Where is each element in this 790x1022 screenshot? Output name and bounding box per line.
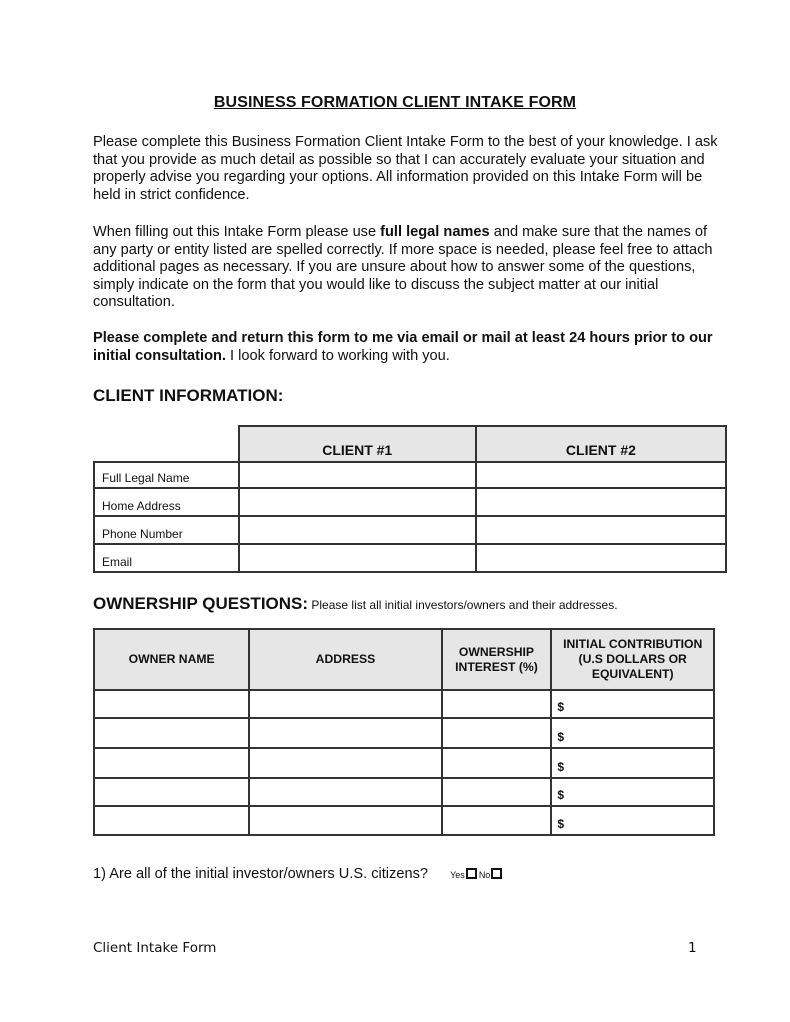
question-1: [93, 866, 504, 882]
table-row: [94, 516, 726, 544]
return-notice-bold: Please complete and return this form to me via email or mail at least 24 hours prior to our initial consultation.: [93, 330, 713, 364]
return-notice-text: I look forward to working with you.: [225, 347, 450, 364]
client-2-full-legal-name-field[interactable]: [476, 462, 726, 488]
no-label: No: [478, 870, 491, 880]
ownership-interest-field[interactable]: [442, 748, 552, 778]
column-header-client-1: CLIENT #1: [239, 426, 476, 462]
initial-contribution-field[interactable]: $: [551, 778, 714, 806]
contribution-line-3: EQUIVALENT): [591, 667, 674, 681]
client-1-full-legal-name-field[interactable]: [239, 462, 476, 488]
instructions-text-1: When filling out this Intake Form please use: [93, 224, 381, 240]
client-1-email-field[interactable]: [239, 544, 476, 572]
row-label-full-legal-name: Full Legal Name: [94, 462, 239, 488]
ownership-interest-field[interactable]: [442, 718, 552, 748]
instructions-text-2: and make sure that the names of any party or entity listed are spelled correctly. If more space is needed, please feel free to attach additional pages as necessary. If you are unsure about how to answer some of the questions, simply indicate on the form that you would like to discuss the subject matter at our initial consultation.: [93, 224, 713, 311]
table-row: [94, 718, 714, 748]
owner-name-field[interactable]: [94, 748, 249, 778]
yes-checkbox[interactable]: [466, 868, 477, 879]
address-field[interactable]: [249, 748, 441, 778]
instructions-paragraph: [93, 224, 733, 312]
table-row: [94, 806, 714, 835]
no-checkbox[interactable]: [491, 868, 502, 879]
table-corner: [94, 426, 239, 462]
client-2-email-field[interactable]: [476, 544, 726, 572]
interest-line-1: OWNERSHIP: [458, 644, 535, 659]
ownership-subheading: Please list all initial investors/owners and their addresses.: [308, 598, 618, 612]
initial-contribution-field[interactable]: $: [551, 748, 714, 778]
ownership-questions-heading: [93, 594, 618, 614]
address-field[interactable]: [249, 718, 441, 748]
row-label-email: Email: [94, 544, 239, 572]
row-label-home-address: Home Address: [94, 488, 239, 516]
initial-contribution-field[interactable]: $: [551, 690, 714, 718]
table-row: [94, 778, 714, 806]
address-field[interactable]: [249, 778, 441, 806]
ownership-interest-field[interactable]: [442, 690, 552, 718]
address-field[interactable]: [249, 806, 441, 835]
client-information-heading: CLIENT INFORMATION:: [93, 386, 284, 405]
contribution-line-2: (U.S DOLLARS OR: [578, 652, 687, 666]
column-header-owner-name: OWNER NAME: [94, 629, 249, 690]
owner-name-field[interactable]: [94, 718, 249, 748]
client-2-home-address-field[interactable]: [476, 488, 726, 516]
client-1-home-address-field[interactable]: [239, 488, 476, 516]
column-header-initial-contribution: [551, 629, 714, 690]
table-row: [94, 690, 714, 718]
ownership-heading-text: OWNERSHIP QUESTIONS:: [93, 594, 309, 613]
footer-label: Client Intake Form: [93, 940, 217, 956]
ownership-interest-field[interactable]: [442, 806, 552, 835]
table-row: [94, 488, 726, 516]
row-label-phone-number: Phone Number: [94, 516, 239, 544]
return-notice: [93, 330, 733, 365]
owner-name-field[interactable]: [94, 806, 249, 835]
column-header-address: ADDRESS: [249, 629, 441, 690]
initial-contribution-field[interactable]: $: [551, 718, 714, 748]
column-header-ownership-interest: [442, 629, 552, 690]
owner-name-field[interactable]: [94, 690, 249, 718]
initial-contribution-field[interactable]: $: [551, 806, 714, 835]
table-row: [94, 748, 714, 778]
client-information-table: [93, 425, 727, 573]
contribution-line-1: INITIAL CONTRIBUTION: [563, 637, 703, 651]
address-field[interactable]: [249, 690, 441, 718]
instructions-bold: full legal names: [380, 224, 490, 240]
ownership-table: [93, 628, 715, 836]
owner-name-field[interactable]: [94, 778, 249, 806]
client-1-phone-number-field[interactable]: [239, 516, 476, 544]
page-number: 1: [688, 940, 697, 956]
client-2-phone-number-field[interactable]: [476, 516, 726, 544]
intro-paragraph: Please complete this Business Formation Client Intake Form to the best of your knowledge. I ask that you provide as much detail as possible so that I can accurately evaluate your situation and properly advise you regarding your options. All information provided on this Intake Form will be held in strict confidence.: [93, 134, 718, 203]
yes-label: Yes: [450, 870, 465, 880]
question-1-text: 1) Are all of the initial investor/owners U.S. citizens?: [93, 866, 428, 882]
table-row: [94, 462, 726, 488]
page-title: BUSINESS FORMATION CLIENT INTAKE FORM: [213, 94, 577, 111]
column-header-client-2: CLIENT #2: [476, 426, 726, 462]
interest-line-2: INTEREST (%): [455, 659, 538, 674]
ownership-interest-field[interactable]: [442, 778, 552, 806]
table-row: [94, 544, 726, 572]
